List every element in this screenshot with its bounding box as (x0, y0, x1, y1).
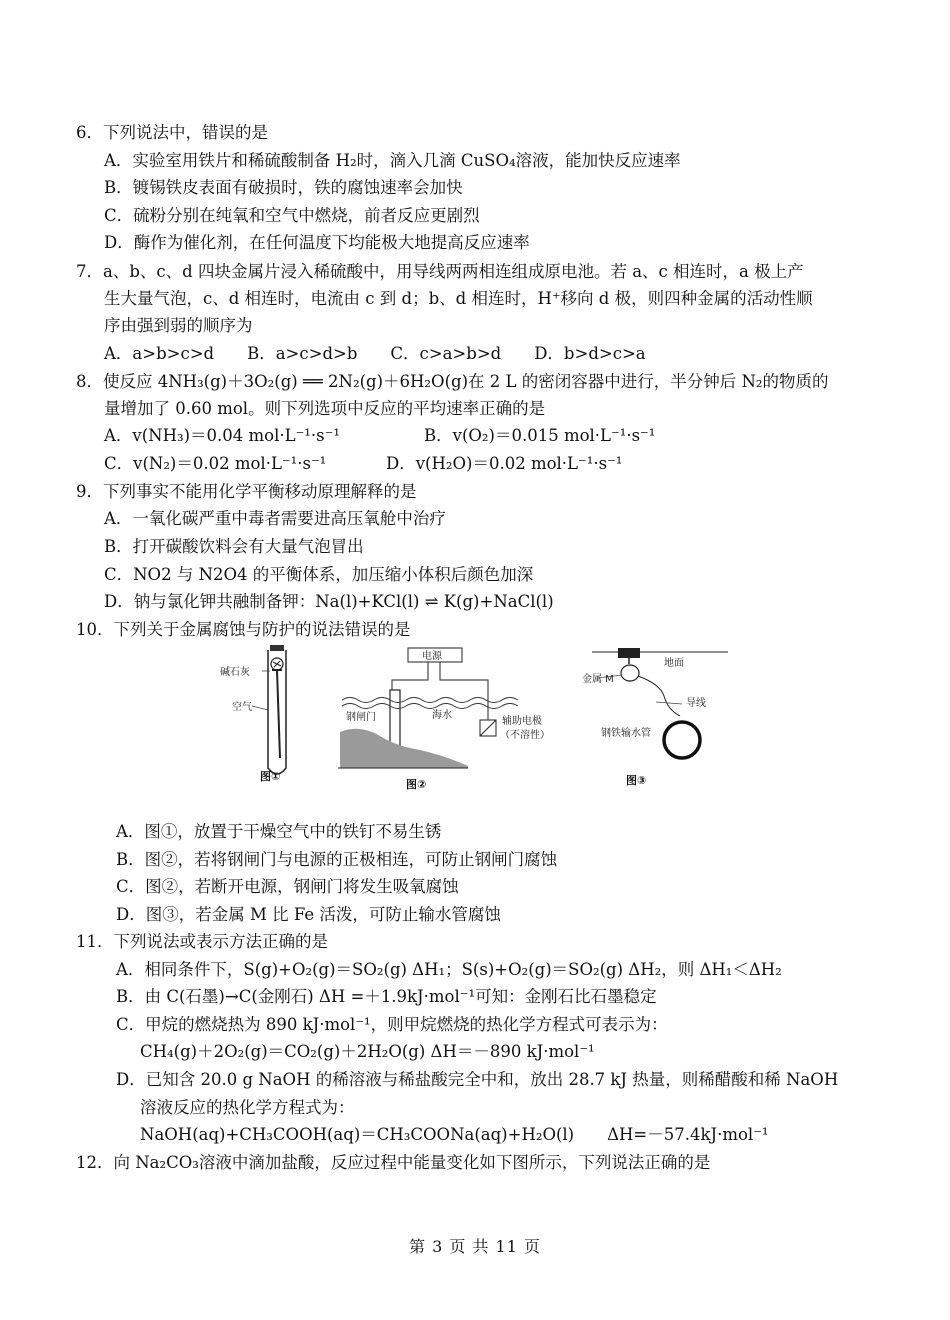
page-footer: 第 3 页 共 11 页 (409, 1237, 541, 1256)
figure-2-caption: 图② (406, 778, 427, 791)
question-6-option-a: A．实验室用铁片和稀硫酸制备 H₂时，滴入几滴 CuSO₄溶液，能加快反应速率 (104, 151, 681, 170)
label-seawater: 海水 (432, 710, 452, 721)
question-11-option-a: A．相同条件下，S(g)+O₂(g)＝SO₂(g) ΔH₁；S(s)+O₂(g)＝SO₂(g) ΔH₂，则 ΔH₁＜ΔH₂ (116, 960, 782, 979)
question-6-stem: 6．下列说法中，错误的是 (76, 123, 268, 142)
figure-3-buried-pipe (582, 648, 728, 787)
question-6-option-b: B．镀锡铁皮表面有破损时，铁的腐蚀速率会加快 (104, 178, 463, 197)
label-ground: 地面 (664, 658, 684, 669)
question-11-option-c-line2: CH₄(g)＋2O₂(g)＝CO₂(g)＋2H₂O(g) ΔH＝－890 kJ·mol⁻¹ (140, 1042, 595, 1061)
label-steel-gate: 钢闸门 (346, 712, 376, 723)
question-7-stem-line3: 序由强到弱的顺序为 (104, 316, 253, 335)
label-soda-lime: 碱石灰 (220, 667, 250, 678)
question-9-option-a: A．一氧化碳严重中毒者需要进高压氧舱中治疗 (104, 509, 446, 528)
question-11-option-b: B．由 C(石墨)→C(金刚石) ΔH =＋1.9kJ·mol⁻¹可知：金刚石比石墨稳定 (116, 987, 657, 1006)
question-11-option-d-line1: D．已知含 20.0 g NaOH 的稀溶液与稀盐酸完全中和，放出 28.7 kJ 热量，则稀醋酸和稀 NaOH (116, 1070, 839, 1089)
label-insoluble: （不溶性） (500, 730, 550, 741)
figure-2-steel-gate (338, 648, 550, 791)
figure-1-caption: 图① (260, 770, 281, 783)
question-6-option-d: D．酶作为催化剂，在任何温度下均能极大地提高反应速率 (104, 233, 530, 252)
question-7-options: A．a>b>c>d B．a>c>d>b C．c>a>b>d D．b>d>c>a (104, 344, 646, 363)
figure-3-caption: 图③ (626, 774, 647, 787)
question-8-option-c: C．v(N₂)＝0.02 mol·L⁻¹·s⁻¹ (104, 454, 327, 473)
question-9-option-c: C．NO2 与 N2O4 的平衡体系，加压缩小体积后颜色加深 (104, 565, 534, 584)
label-auxiliary-electrode: 辅助电极 (502, 716, 542, 727)
question-10-stem: 10．下列关于金属腐蚀与防护的说法错误的是 (76, 620, 411, 639)
question-6-option-c: C．硫粉分别在纯氧和空气中燃烧，前者反应更剧烈 (104, 206, 480, 225)
question-9-option-b: B．打开碳酸饮料会有大量气泡冒出 (104, 537, 364, 556)
question-10-option-b: B．图②，若将钢闸门与电源的正极相连，可防止钢闸门腐蚀 (116, 850, 558, 869)
question-11-stem: 11．下列说法或表示方法正确的是 (76, 932, 328, 951)
corrosion-figure (220, 640, 740, 800)
question-8-option-b: B．v(O₂)＝0.015 mol·L⁻¹·s⁻¹ (424, 426, 656, 445)
label-metal-m: 金属 M (582, 674, 614, 685)
question-11-option-d-line2: 溶液反应的热化学方程式为： (140, 1098, 355, 1117)
question-10-option-c: C．图②，若断开电源，钢闸门将发生吸氧腐蚀 (116, 877, 459, 896)
question-8-option-d: D．v(H₂O)＝0.02 mol·L⁻¹·s⁻¹ (386, 454, 623, 473)
question-12-stem: 12．向 Na₂CO₃溶液中滴加盐酸，反应过程中能量变化如下图所示，下列说法正确的是 (76, 1153, 711, 1172)
question-9-option-d: D．钠与氯化钾共融制备钾：Na(l)+KCl(l) ⇌ K(g)+NaCl(l) (104, 592, 554, 611)
question-7-stem-line2: 生大量气泡，c、d 相连时，电流由 c 到 d；b、d 相连时，H⁺移向 d 极，则四种金属的活动性顺 (104, 289, 813, 308)
label-wire: 导线 (686, 698, 706, 709)
question-8-option-a: A．v(NH₃)＝0.04 mol·L⁻¹·s⁻¹ (104, 426, 340, 445)
question-10-option-d: D．图③，若金属 M 比 Fe 活泼，可防止输水管腐蚀 (116, 905, 501, 924)
question-10-option-a: A．图①，放置于干燥空气中的铁钉不易生锈 (116, 822, 442, 841)
label-air: 空气 (232, 702, 252, 713)
question-9-stem: 9．下列事实不能用化学平衡移动原理解释的是 (76, 482, 417, 501)
question-7-stem-line1: 7．a、b、c、d 四块金属片浸入稀硫酸中，用导线两两相连组成原电池。若 a、c 相连时，a 极上产 (76, 262, 804, 281)
label-power: 电源 (422, 651, 442, 662)
question-8-stem-line2: 量增加了 0.60 mol。则下列选项中反应的平均速率正确的是 (104, 399, 546, 418)
question-11-option-d-line3: NaOH(aq)+CH₃COOH(aq)＝CH₃COONa(aq)+H₂O(l) ΔH=－57.4kJ·mol⁻¹ (140, 1125, 769, 1144)
label-steel-pipe: 钢铁输水管 (601, 728, 651, 739)
question-8-stem-line1: 8．使反应 4NH₃(g)＋3O₂(g) ══ 2N₂(g)＋6H₂O(g)在 2 L 的密闭容器中进行，半分钟后 N₂的物质的 (76, 372, 829, 391)
question-11-option-c-line1: C．甲烷的燃烧热为 890 kJ·mol⁻¹，则甲烷燃烧的热化学方程式可表示为： (116, 1015, 668, 1034)
figure-1-test-tube (220, 645, 286, 783)
